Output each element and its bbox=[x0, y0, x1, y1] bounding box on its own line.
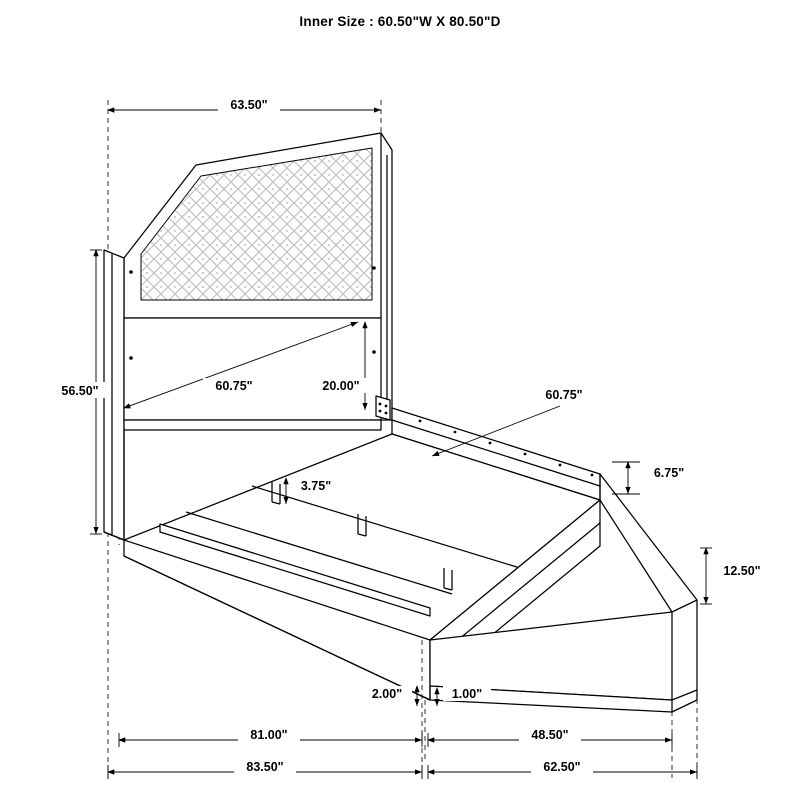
dim-headboard-panel-width: 60.75" bbox=[215, 379, 253, 393]
dim-footboard-width-outer: 62.50" bbox=[543, 760, 581, 774]
dim-bed-length-lower: 83.50" bbox=[246, 760, 284, 774]
dim-footboard-height: 12.50" bbox=[723, 564, 761, 578]
dim-rail-length: 60.75" bbox=[545, 388, 583, 402]
dim-headboard-panel-height: 20.00" bbox=[322, 379, 360, 393]
bed-outline bbox=[104, 133, 697, 712]
dim-headboard-width: 63.50" bbox=[230, 98, 268, 112]
dim-rail-height: 6.75" bbox=[653, 466, 685, 480]
dim-footboard-width-inner: 48.50" bbox=[531, 728, 569, 742]
dim-foot-offset: 2.00" bbox=[371, 687, 403, 701]
dim-bed-length-upper: 81.00" bbox=[250, 728, 288, 742]
dim-slat-leg-height: 3.75" bbox=[300, 479, 332, 493]
dim-foot-inset: 1.00" bbox=[451, 687, 483, 701]
page-title: Inner Size : 60.50"W X 80.50"D bbox=[299, 14, 501, 29]
dim-overall-height: 56.50" bbox=[61, 384, 99, 398]
